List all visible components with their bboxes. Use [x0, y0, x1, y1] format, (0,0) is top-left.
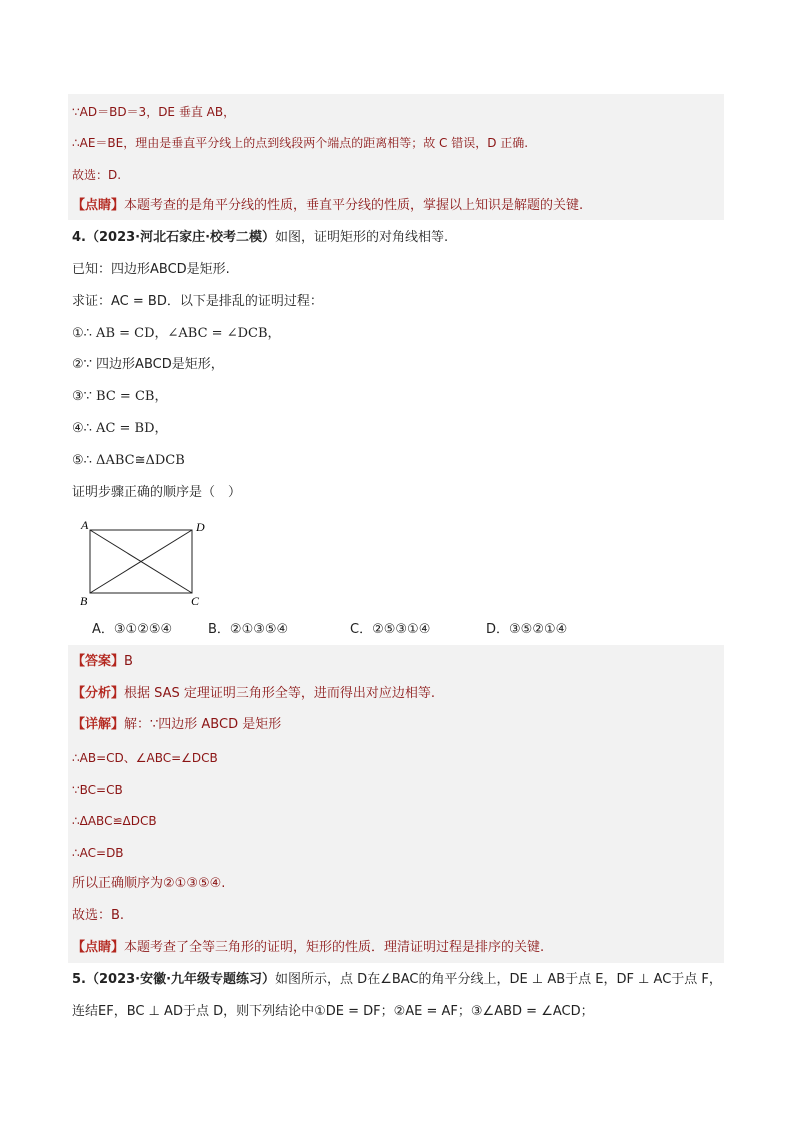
q4-solution-line-1: ∴AB=CD、∠ABC=∠DCB: [72, 751, 218, 765]
q4-solution-line-4: ∴AC=DB: [72, 846, 124, 860]
q4-number: 4.: [72, 230, 86, 245]
q4-solution-line-3: ∴ΔABC≌ΔDCB: [72, 814, 157, 828]
order-suffix: .: [221, 876, 226, 891]
detail-text: 解：∵四边形 ABCD 是矩形: [124, 717, 282, 732]
q5-text-1: 如图所示，点 D在∠BAC的角平分线上，DE ⊥ AB于点 E，DF ⊥ AC于点 F，: [275, 972, 722, 987]
q4-prove: 求证：AC = BD．以下是排乱的证明过程：: [72, 294, 323, 309]
q4-step-2: ②∵ 四边形ABCD是矩形，: [72, 357, 224, 372]
q5-source: （2023·安徽·九年级专题练习）: [85, 972, 276, 987]
analysis-text: 根据 SAS 定理证明三角形全等，进而得出对应边相等.: [124, 686, 436, 701]
option-b[interactable]: B．②①③⑤④: [208, 622, 289, 637]
comment-text: 本题考查了全等三角形的证明，矩形的性质．理清证明过程是排序的关键.: [124, 940, 545, 955]
comment-tag: 【点睛】: [72, 940, 125, 955]
q4-stem-text: 如图，证明矩形的对角线相等.: [275, 230, 449, 245]
detail-tag: 【详解】: [72, 717, 125, 732]
q5-line-2: 连结EF，BC ⊥ AD于点 D，则下列结论中①DE = DF；②AE = AF；③∠ABD = ∠ACD；: [72, 1004, 594, 1019]
answer-tag: 【答案】: [72, 654, 125, 669]
rectangle-figure: [74, 516, 214, 608]
answer-value: B: [124, 654, 133, 669]
prev-solution-line-2: ∴AE＝BE，理由是垂直平分线上的点到线段两个端点的距离相等；故 C 错误，D 正确.: [72, 136, 529, 150]
comment-tag: 【点睛】: [72, 198, 125, 213]
q5-number: 5.: [72, 972, 86, 987]
comment-text: 本题考查的是角平分线的性质，垂直平分线的性质，掌握以上知识是解题的关键.: [124, 198, 584, 213]
q4-step-3: ③∵ BC = CB，: [72, 389, 168, 404]
prev-solution-line-1: ∵AD＝BD＝3，DE 垂直 AB，: [72, 105, 236, 119]
option-a[interactable]: A．③①②⑤④: [92, 622, 173, 637]
prev-answer: 故选：D.: [72, 168, 122, 182]
prev-comment: [72, 197, 583, 215]
option-d[interactable]: D．③⑤②①④: [486, 622, 568, 637]
analysis-tag: 【分析】: [72, 686, 125, 701]
q4-order: [72, 875, 225, 893]
q4-solution-line-2: ∵BC=CB: [72, 783, 123, 797]
q4-step-1: ①∴ AB = CD，∠ABC = ∠DCB，: [72, 326, 281, 341]
q4-source: （2023·河北石家庄·校考二模）: [85, 230, 276, 245]
q4-ask: 证明步骤正确的顺序是（ ）: [72, 485, 242, 500]
label-C: C: [191, 594, 200, 608]
q4-given: 已知：四边形ABCD是矩形.: [72, 262, 230, 277]
q4-comment: [72, 939, 544, 957]
q5-line-1: [72, 971, 722, 989]
q4-analysis: [72, 685, 435, 703]
q4-choose: 故选：B.: [72, 908, 125, 923]
q4-step-5: ⑤∴ ΔABC≅ΔDCB: [72, 453, 185, 468]
label-D: D: [196, 520, 205, 534]
label-A: A: [81, 518, 89, 532]
label-B: B: [80, 594, 88, 608]
q4-detail: [72, 716, 281, 734]
q4-answer: [72, 653, 133, 671]
option-c[interactable]: C．②⑤③①④: [350, 622, 431, 637]
q4-stem: [72, 229, 448, 247]
order-value: ②①③⑤④: [163, 876, 222, 891]
q4-step-4: ④∴ AC = BD，: [72, 421, 168, 436]
order-prefix: 所以正确顺序为: [72, 876, 164, 891]
